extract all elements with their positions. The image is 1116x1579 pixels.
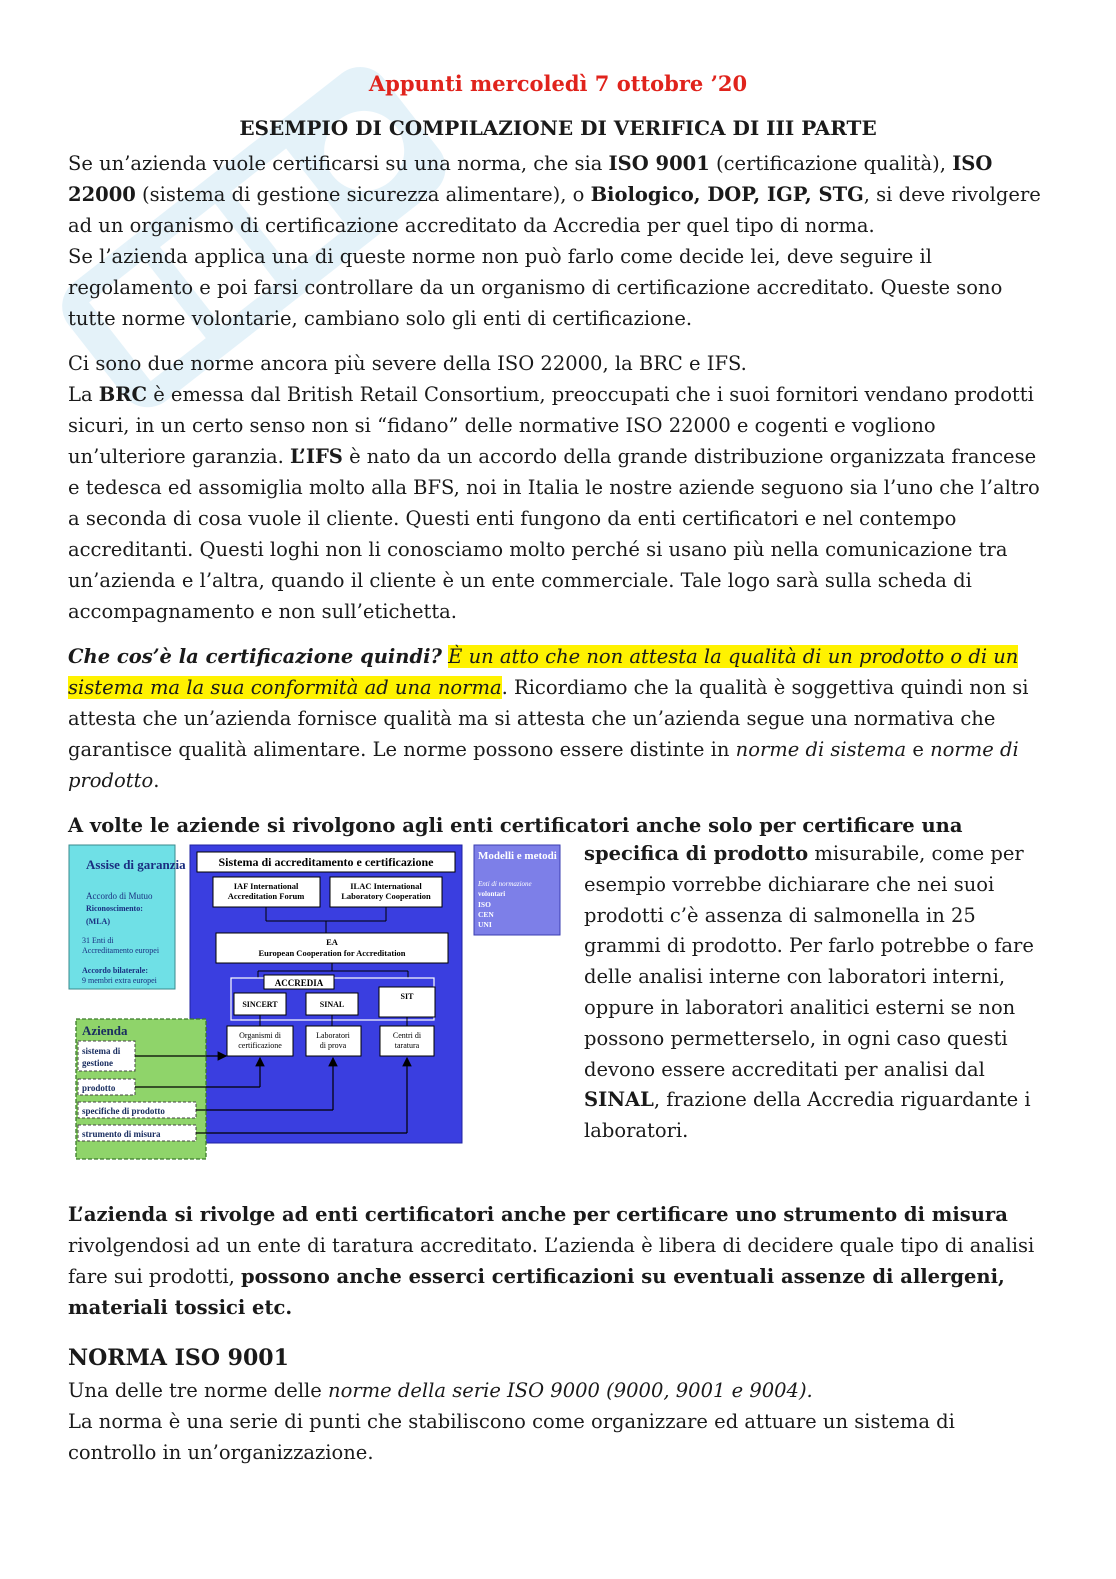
figure-row [68,839,1048,1165]
paragraph-specifica-lead: A volte le aziende si rivolgono agli enti certificatori anche solo per certificare una [68,814,963,837]
page-title: Appunti mercoledì 7 ottobre ’20 [368,71,748,96]
svg-text:ISO: ISO [478,900,491,909]
assise-title: Assise di garanzia [86,857,186,872]
svg-text:Centri di: Centri di [392,1031,422,1040]
svg-text:Accordo bilaterale:: Accordo bilaterale: [82,966,148,975]
page-subtitle: ESEMPIO DI COMPILAZIONE DI VERIFICA DI III PARTE [239,116,877,140]
svg-text:strumento di misura: strumento di misura [82,1129,161,1139]
svg-text:sistema di: sistema di [82,1046,121,1056]
svg-text:prodotto: prodotto [82,1083,116,1093]
paragraph-brc-ifs: Ci sono due norme ancora più severe della ISO 22000, la BRC e IFS. La BRC è emessa dal British Retail Consortium, preoccupati che i suoi fornitori vendano prodotti sicuri, in un certo senso non si “fidano” delle normative ISO 22000 e cogenti e vogliono un’ulteriore garanzia. L’IFS è nato da un accordo della grande distribuzione organizzata francese e tedesca ed assomiglia molto alla BFS, noi in Italia le nostre aziende seguono sia l’uno che l’altro a seconda di cosa vuole il cliente. Questi enti fungono da enti certificatori e nel contempo accreditanti. Questi loghi non li conosciamo molto perché si usano più nella comunicazione tra un’azienda e l’altra, quando il cliente è un ente commerciale. Tale logo sarà sulla scheda di accompagnamento e non sull’etichetta. [68,352,1040,623]
svg-text:Laboratori: Laboratori [316,1031,350,1040]
paragraph-specifica-body: specifica di prodotto misurabile, come per esempio vorrebbe dichiarare che nei suoi prodotti c’è assenza di salmonella in 25 grammi di prodotto. Per farlo potrebbe o fare delle analisi interne con laboratori interni, oppure in laboratori analitici esterni se non possono permetterselo, in ogni caso questi devono essere accreditati per analisi dal SINAL, frazione della Accredia riguardante i laboratori. [584,842,1034,1143]
svg-text:specifiche di prodotto: specifiche di prodotto [82,1106,165,1116]
paragraph-strumento: L’azienda si rivolge ad enti certificatori anche per certificare uno strumento di misura rivolgendosi ad un ente di taratura accreditato. L’azienda è libera di decidere quale tipo di analisi fare sui prodotti, possono anche esserci certificazioni su eventuali assenze di allergeni, materiali tossici etc. [68,1203,1035,1319]
section-heading-iso9001: NORMA ISO 9001 [68,1345,289,1371]
accredia-label: ACCREDIA [274,978,324,988]
svg-text:Enti di normazione: Enti di normazione [478,880,532,888]
svg-text:IAF International: IAF International [233,881,299,891]
svg-text:European Cooperation for Accre: European Cooperation for Accreditation [258,948,406,958]
svg-text:SIT: SIT [400,992,414,1001]
svg-text:ILAC International: ILAC International [350,881,422,891]
svg-text:Accordo di Mutuo: Accordo di Mutuo [86,891,153,901]
svg-text:Organismi di: Organismi di [239,1031,281,1040]
svg-text:Modelli e metodi: Modelli e metodi [478,850,557,862]
svg-text:SINCERT: SINCERT [242,1000,278,1009]
svg-text:9 membri extra europei: 9 membri extra europei [82,976,157,985]
svg-text:Riconoscimento:: Riconoscimento: [86,904,143,913]
svg-text:taratura: taratura [394,1041,420,1050]
svg-text:31 Enti di: 31 Enti di [82,936,114,945]
svg-text:Accreditamento europei: Accreditamento europei [82,946,160,955]
paragraph-certificazione: Se un’azienda vuole certificarsi su una norma, che sia ISO 9001 (certificazione qualità), ISO 22000 (sistema di gestione sicurezza alimentare), o Biologico, DOP, IGP, STG, si deve rivolgere ad un organismo di certificazione accreditato da Accredia per quel tipo di norma. Se l’azienda applica una di queste norme non può farlo come decide lei, deve seguire il regolamento e poi farsi controllare da un organismo di certificazione accreditato. Queste sono tutte norme volontarie, cambiano solo gli enti di certificazione. [68,152,1041,330]
paragraph-definizione: Che cos’è la certificazione quindi? È un atto che non attesta la qualità di un prodotto o di un sistema ma la sua conformità ad una norma. Ricordiamo che la qualità è soggettiva quindi non si attesta che un’azienda fornisce qualità ma si attesta che un’azienda segue una normativa che garantisce qualità alimentare. Le norme possono essere distinte in norme di sistema e norme di prodotto. [68,645,1029,792]
document-page [68,60,1048,1482]
svg-text:Accreditation Forum: Accreditation Forum [227,891,305,901]
svg-text:CEN: CEN [478,910,494,919]
svg-text:di prova: di prova [319,1041,347,1050]
svg-text:(MLA): (MLA) [86,917,110,926]
svg-text:Laboratory Cooperation: Laboratory Cooperation [341,891,431,901]
paragraph-iso9001: Una delle tre norme delle norme della serie ISO 9000 (9000, 9001 e 9004). La norma è una serie di punti che stabiliscono come organizzare ed attuare un sistema di controllo in un’organizzazione. [68,1379,955,1464]
svg-text:SINAL: SINAL [319,1000,345,1009]
svg-text:Azienda: Azienda [82,1023,128,1038]
highlighted-definition: È un atto che non attesta la qualità di un prodotto o di un sistema ma la sua conformità ad una norma [68,645,1019,699]
svg-text:UNI: UNI [478,920,492,929]
svg-text:certificazione: certificazione [238,1041,282,1050]
svg-text:volontari: volontari [478,890,506,898]
main-title: Sistema di accreditamento e certificazione [218,855,434,869]
accreditation-diagram [68,843,568,1165]
svg-text:gestione: gestione [82,1058,113,1068]
svg-text:EA: EA [326,937,338,947]
